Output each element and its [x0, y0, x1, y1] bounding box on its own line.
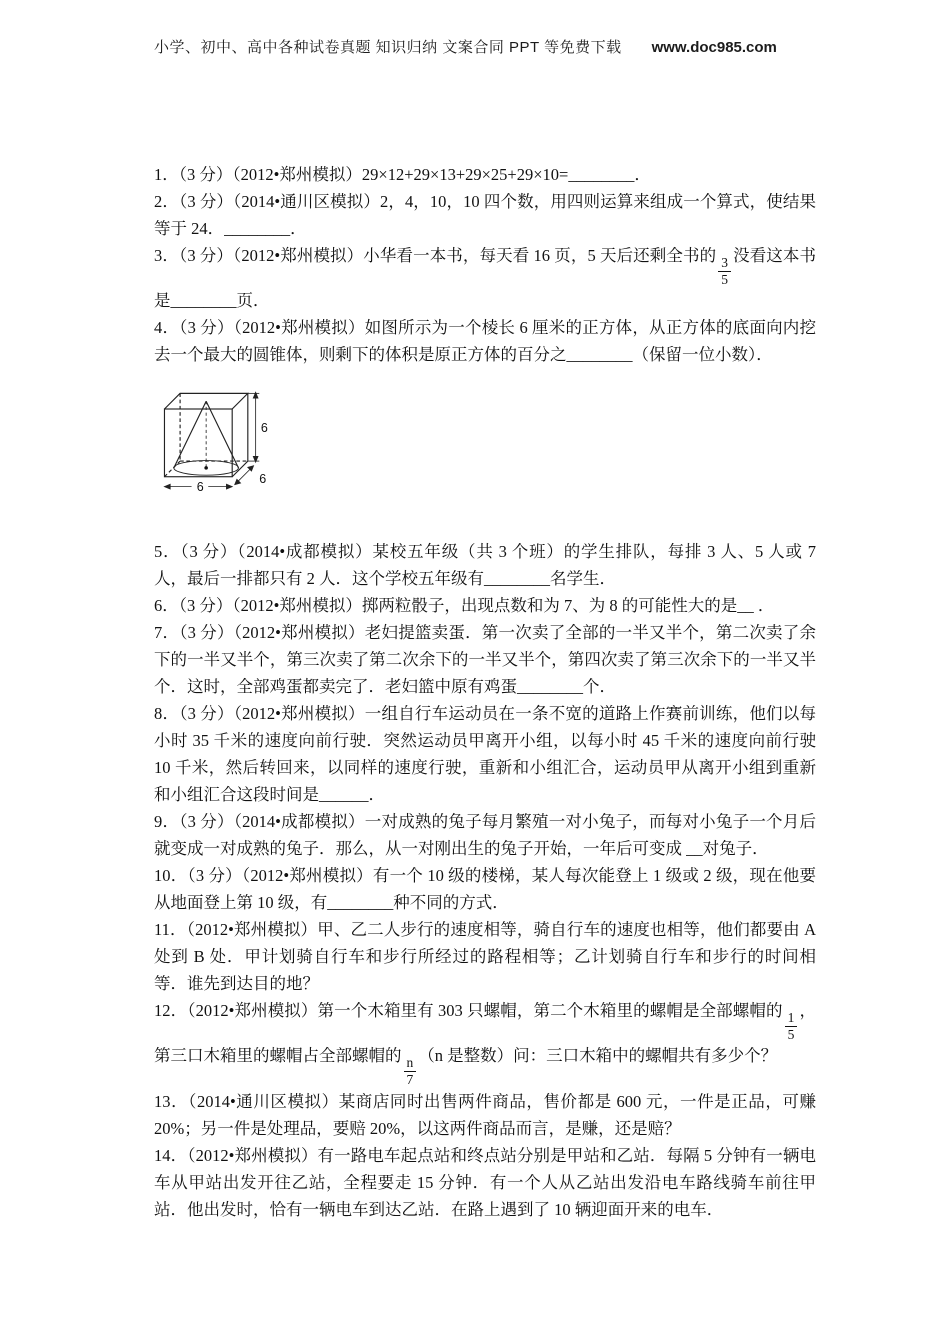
question-2	[154, 188, 816, 242]
fraction-denominator: 5	[787, 1026, 795, 1042]
question-9	[154, 808, 816, 862]
question-13	[154, 1088, 816, 1142]
cube-cone-figure	[156, 384, 274, 496]
depth-dimension-label: 6	[259, 472, 267, 487]
question-5-text: 5．（3 分）（2014•成都模拟）某校五年级（共 3 个班）的学生排队，每排 3 人、5 人或 7 人，最后一排都只有 2 人．这个学校五年级有________名学生．	[154, 542, 816, 589]
width-dimension-label: 6	[196, 479, 204, 494]
fraction-numerator: n	[404, 1055, 417, 1072]
question-12	[154, 997, 816, 1087]
cone-base-center-dot	[204, 466, 208, 470]
question-2-text: 2．（3 分）（2014•通川区模拟）2，4，10，10 四个数，用四则运算来组成一个算式，使结果等于 24．________．	[154, 192, 816, 238]
header-promo-text: 小学、初中、高中各种试卷真题 知识归纳 文案合同 PPT 等免费下载	[154, 39, 622, 56]
question-12-text-mid: ，第三口木箱里的螺帽占全部螺帽的	[154, 1001, 817, 1066]
cone-left-slant	[174, 401, 206, 468]
page-header	[154, 36, 816, 57]
question-8-text: 8．（3 分）（2012•郑州模拟）一组自行车运动员在一条不宽的道路上作赛前训练，他们以每小时 35 千米的速度向前行驶．突然运动员甲离开小组，以每小时 45 千米的速度向前行驶 10 千米，然后转回来，以同样的速度行驶，重新和小组汇合，运动员甲从离开小组到重新和小组汇合这段时间是______．	[154, 704, 816, 805]
fraction-denominator: 7	[406, 1071, 414, 1087]
fraction-numerator: 1	[785, 1010, 798, 1027]
question-7	[154, 619, 816, 700]
question-5	[154, 538, 816, 592]
header-site-url: www.doc985.com	[651, 39, 777, 56]
question-1	[154, 161, 816, 188]
question-12-text-post: （n 是整数）问：三口木箱中的螺帽共有多少个？	[418, 1046, 778, 1066]
question-4-text: 4．（3 分）（2012•郑州模拟）如图所示为一个棱长 6 厘米的正方体，从正方体的底面向内挖去一个最大的圆锥体，则剩下的体积是原正方体的百分之________（保留一位小数）．	[154, 318, 816, 365]
question-10	[154, 862, 816, 916]
question-12-text-pre: 12．（2012•郑州模拟）第一个木箱里有 303 只螺帽，第二个木箱里的螺帽是全部螺帽的	[154, 1001, 783, 1021]
question-13-text: 13．（2014•通川区模拟）某商店同时出售两件商品，售价都是 600 元，一件是正品，可赚 20%；另一件是处理品，要赔 20%，以这两件商品而言，是赚，还是赔？	[154, 1091, 816, 1138]
question-4	[154, 314, 816, 368]
fraction-three-fifths	[718, 255, 731, 287]
question-9-text: 9．（3 分）（2014•成都模拟）一对成熟的兔子每月繁殖一对小兔子，而每对小兔子一个月后就变成一对成熟的兔子．那么，从一对刚出生的兔子开始，一年后可变成 __对兔子．	[154, 812, 816, 859]
question-6	[154, 592, 816, 619]
question-3-text-post: 没看这本书是________页．	[154, 246, 817, 311]
fraction-one-fifth	[785, 1010, 798, 1042]
question-11	[154, 916, 816, 997]
fraction-n-sevenths	[404, 1055, 417, 1087]
question-14-text: 14．（2012•郑州模拟）有一路电车起点站和终点站分别是甲站和乙站．每隔 5 分钟有一辆电车从甲站出发开往乙站，全程要走 15 分钟．有一个人从乙站出发沿电车路线骑车前往甲站．他出发时，恰有一辆电车到达乙站．在路上遇到了 10 辆迎面开来的电车．	[154, 1145, 816, 1219]
question-1-text: 1．（3 分）（2012•郑州模拟）29×12+29×13+29×25+29×10=________．	[154, 165, 651, 184]
question-list	[154, 161, 816, 1223]
question-11-text: 11．（2012•郑州模拟）甲、乙二人步行的速度相等，骑自行车的速度也相等，他们都要由 A 处到 B 处．甲计划骑自行车和步行所经过的路程相等；乙计划骑自行车和步行的时间相等．谁先到达目的地？	[154, 920, 816, 994]
fraction-numerator: 3	[718, 255, 731, 272]
cube-cone-drawing	[156, 384, 274, 496]
height-dimension-label: 6	[260, 421, 268, 436]
question-8	[154, 700, 816, 808]
question-3-text-pre: 3．（3 分）（2012•郑州模拟）小华看一本书，每天看 16 页，5 天后还剩全书的	[154, 246, 717, 265]
question-3	[154, 242, 816, 314]
fraction-denominator: 5	[721, 271, 728, 287]
cone-right-slant	[206, 401, 238, 468]
question-14	[154, 1142, 816, 1223]
question-6-text: 6．（3 分）（2012•郑州模拟）掷两粒骰子，出现点数和为 7、为 8 的可能性大的是__ ．	[154, 596, 775, 616]
question-7-text: 7．（3 分）（2012•郑州模拟）老妇提篮卖蛋．第一次卖了全部的一半又半个，第二次卖了余下的一半又半个，第三次卖了第二次余下的一半又半个，第四次卖了第三次余下的一半又半个．这时，全部鸡蛋都卖完了．老妇篮中原有鸡蛋________个．	[154, 623, 816, 697]
question-10-text: 10．（3 分）（2012•郑州模拟）有一个 10 级的楼梯，某人每次能登上 1 级或 2 级，现在他要从地面登上第 10 级，有________种不同的方式．	[154, 866, 816, 913]
